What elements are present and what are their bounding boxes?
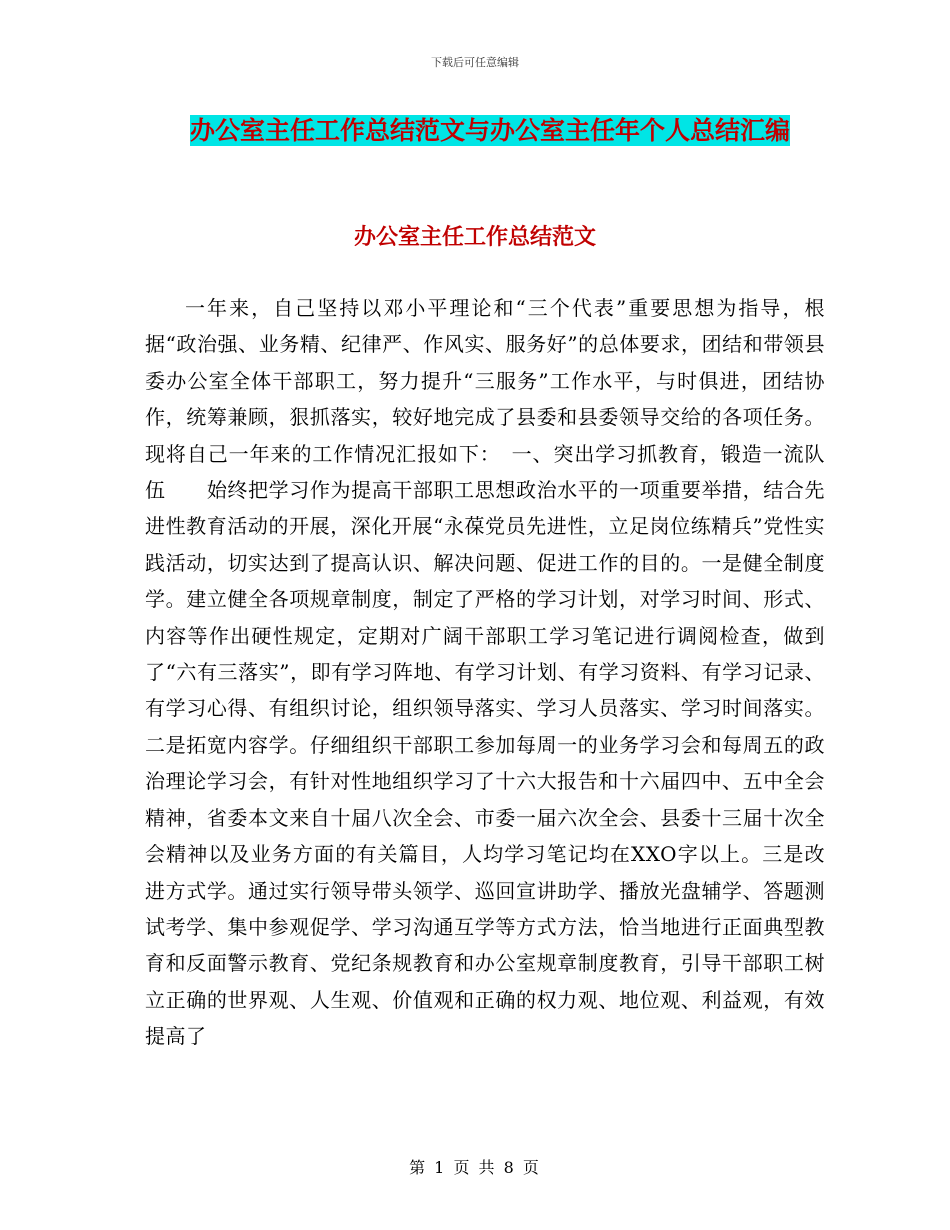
section-title: 办公室主任工作总结范文 [353,225,596,250]
page-header-note: 下载后可任意编辑 [431,56,519,69]
body-paragraph: 一年来，自己坚持以邓小平理论和“三个代表”重要思想为指导，根据“政治强、业务精、纪律严、作风实、服务好”的总体要求，团结和带领县委办公室全体干部职工，努力提升“三服务”工作水平，与时俱进，团结协作，统筹兼顾，狠抓落实，较好地完成了县委和县委领导交给的各项任务。现将自己一年来的工作情况汇报如下： 一、突出学习抓教育，锻造一流队伍 始终把学习作为提高干部职工思想政治水平的一项重要举措，结合先进性教育活动的开展，深化开展“永葆党员先进性，立足岗位练精兵”党性实践活动，切实达到了提高认识、解决问题、促进工作的目的。一是健全制度学。建立健全各项规章制度，制定了严格的学习计划，对学习时间、形式、内容等作出硬性规定，定期对广阔干部职工学习笔记进行调阅检查，做到了“六有三落实”，即有学习阵地、有学习计划、有学习资料、有学习记录、有学习心得、有组织讨论，组织领导落实、学习人员落实、学习时间落实。二是拓宽内容学。仔细组织干部职工参加每周一的业务学习会和每周五的政治理论学习会，有针对性地组织学习了十六大报告和十六届四中、五中全会精神，省委本文来自十届八次全会、市委一届六次全会、县委十三届十次全会精神以及业务方面的有关篇目，人均学习笔记均在XXO字以上。三是改进方式学。通过实行领导带头领学、巡回宣讲助学、播放光盘辅学、答题测试考学、集中参观促学、学习沟通互学等方式方法，恰当地进行正面典型教育和反面警示教育、党纪条规教育和办公室规章制度教育，引导干部职工树立正确的世界观、人生观、价值观和正确的权力观、地位观、利益观，有效提高了 [145,296,825,1049]
page-number-footer: 第 1 页 共 8 页 [409,1158,541,1177]
document-title [150,108,830,154]
document-title-text: 办公室主任工作总结范文与办公室主任年个人总结汇编 [189,116,790,145]
